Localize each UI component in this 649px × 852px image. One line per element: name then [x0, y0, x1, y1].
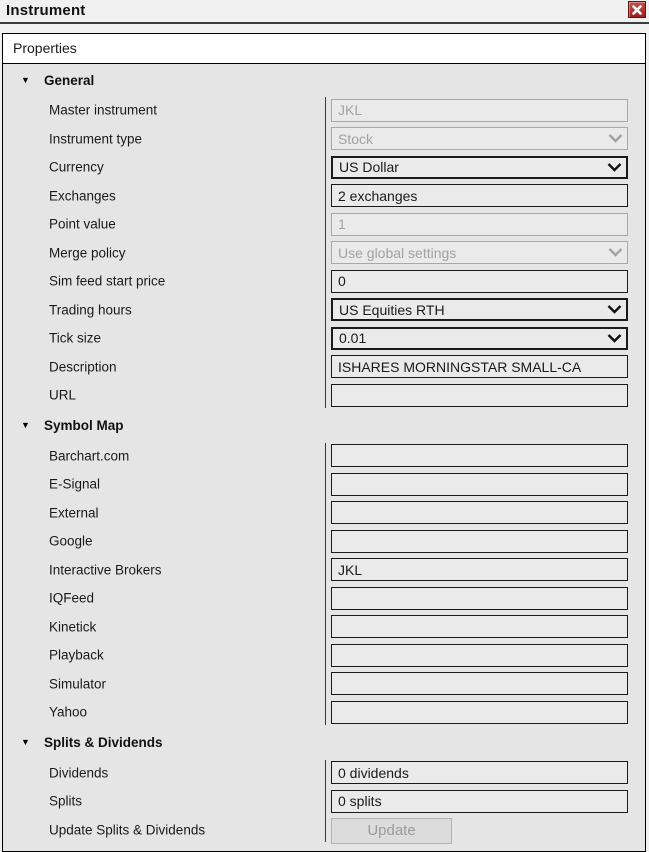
- property-label: Exchanges: [49, 188, 116, 204]
- row-iqfeed: [3, 584, 645, 613]
- row-sim-feed-start-price: [3, 267, 645, 296]
- input-yahoo[interactable]: [331, 701, 628, 724]
- row-update-splits-dividends: [3, 816, 645, 845]
- section-header-splits-dividends[interactable]: [3, 727, 645, 759]
- input-exchanges[interactable]: [331, 184, 628, 207]
- property-label: Instrument type: [49, 131, 143, 147]
- row-e-signal: [3, 470, 645, 499]
- property-label: E-Signal: [49, 476, 101, 492]
- row-external: [3, 499, 645, 528]
- property-label: Simulator: [49, 676, 107, 692]
- row-simulator: [3, 670, 645, 699]
- section-symbol-map: [3, 410, 645, 727]
- section-rows: [3, 759, 645, 845]
- property-label: Kinetick: [49, 619, 97, 635]
- x-close-icon: [632, 5, 642, 15]
- input-kinetick[interactable]: [331, 615, 628, 638]
- input-sim-feed-start-price[interactable]: [331, 270, 628, 293]
- chevron-down-icon: [607, 305, 622, 314]
- field-value: 0: [338, 273, 346, 289]
- property-label: Yahoo: [49, 704, 88, 720]
- properties-content: [3, 64, 645, 844]
- section-title: Splits & Dividends: [44, 735, 163, 750]
- input-external[interactable]: [331, 501, 628, 524]
- row-kinetick: [3, 613, 645, 642]
- chevron-down-icon: [607, 334, 622, 343]
- property-label: Update Splits & Dividends: [49, 822, 206, 838]
- input-barchart-com[interactable]: [331, 444, 628, 467]
- chevron-down-icon: [608, 248, 623, 257]
- property-label: Dividends: [49, 765, 109, 781]
- section-title: Symbol Map: [44, 418, 124, 433]
- chevron-down-icon: [607, 163, 622, 172]
- property-label: Point value: [49, 216, 116, 232]
- input-description[interactable]: [331, 355, 628, 378]
- row-dividends: [3, 759, 645, 788]
- input-master-instrument: [331, 99, 628, 122]
- input-simulator[interactable]: [331, 672, 628, 695]
- row-instrument-type: [3, 125, 645, 154]
- section-header-symbol-map[interactable]: [3, 410, 645, 442]
- field-value: US Equities RTH: [339, 301, 445, 318]
- field-value: 1: [338, 216, 346, 232]
- properties-header: Properties: [3, 34, 645, 64]
- property-label: Playback: [49, 647, 104, 663]
- row-interactive-brokers: [3, 556, 645, 585]
- property-label: Google: [49, 533, 93, 549]
- field-value: Use global settings: [338, 244, 457, 261]
- input-playback[interactable]: [331, 644, 628, 667]
- collapse-triangle-icon: ▼: [21, 420, 30, 430]
- dropdown-trading-hours[interactable]: [331, 298, 628, 321]
- properties-panel: [2, 33, 646, 852]
- field-value: ISHARES MORNINGSTAR SMALL-CA: [338, 358, 582, 375]
- property-label: Barchart.com: [49, 448, 130, 464]
- dropdown-currency[interactable]: [331, 156, 628, 179]
- row-splits: [3, 787, 645, 816]
- field-value: 0 splits: [338, 793, 382, 809]
- field-value: JKL: [338, 561, 363, 578]
- input-interactive-brokers[interactable]: [331, 558, 628, 581]
- section-rows: [3, 442, 645, 727]
- dropdown-instrument-type: [331, 127, 628, 150]
- row-point-value: [3, 210, 645, 239]
- row-currency: [3, 153, 645, 182]
- collapse-triangle-icon: ▼: [21, 737, 30, 747]
- input-google[interactable]: [331, 530, 628, 553]
- dropdown-merge-policy: [331, 241, 628, 264]
- input-e-signal[interactable]: [331, 473, 628, 496]
- field-value: 2 exchanges: [338, 187, 418, 204]
- property-label: Currency: [49, 159, 104, 175]
- title-bar: [0, 0, 649, 24]
- input-splits[interactable]: [331, 790, 628, 813]
- row-barchart-com: [3, 442, 645, 471]
- section-title: General: [44, 72, 95, 88]
- row-master-instrument: [3, 96, 645, 125]
- window-title: Instrument: [6, 2, 86, 19]
- section-header-general[interactable]: [3, 64, 645, 96]
- close-button[interactable]: [628, 1, 646, 18]
- property-label: Merge policy: [49, 245, 126, 261]
- row-url: [3, 381, 645, 410]
- row-trading-hours: [3, 296, 645, 325]
- property-label: URL: [49, 387, 77, 403]
- input-dividends[interactable]: [331, 761, 628, 784]
- row-tick-size: [3, 324, 645, 353]
- section-splits-dividends: [3, 727, 645, 845]
- row-merge-policy: [3, 239, 645, 268]
- field-value: 0.01: [339, 330, 367, 346]
- dropdown-tick-size[interactable]: [331, 327, 628, 350]
- property-label: Sim feed start price: [49, 273, 166, 289]
- row-exchanges: [3, 182, 645, 211]
- property-label: IQFeed: [49, 590, 95, 606]
- input-iqfeed[interactable]: [331, 587, 628, 610]
- property-label: Splits: [49, 793, 83, 809]
- row-google: [3, 527, 645, 556]
- field-value: Stock: [338, 130, 374, 147]
- input-url[interactable]: [331, 384, 628, 407]
- field-value: US Dollar: [339, 159, 399, 175]
- input-point-value: [331, 213, 628, 236]
- field-value: JKL: [338, 102, 363, 118]
- field-value: 0 dividends: [338, 764, 409, 781]
- collapse-triangle-icon: ▼: [21, 74, 30, 85]
- property-label: Trading hours: [49, 302, 132, 318]
- chevron-down-icon: [608, 134, 623, 143]
- row-playback: [3, 641, 645, 670]
- section-rows: [3, 96, 645, 410]
- property-label: External: [49, 505, 99, 521]
- property-label: Master instrument: [49, 102, 158, 118]
- row-description: [3, 353, 645, 382]
- property-label: Interactive Brokers: [49, 562, 162, 578]
- update-button: Update: [331, 818, 452, 844]
- property-label: Description: [49, 359, 117, 375]
- section-general: [3, 64, 645, 410]
- row-yahoo: [3, 698, 645, 727]
- property-label: Tick size: [49, 330, 102, 346]
